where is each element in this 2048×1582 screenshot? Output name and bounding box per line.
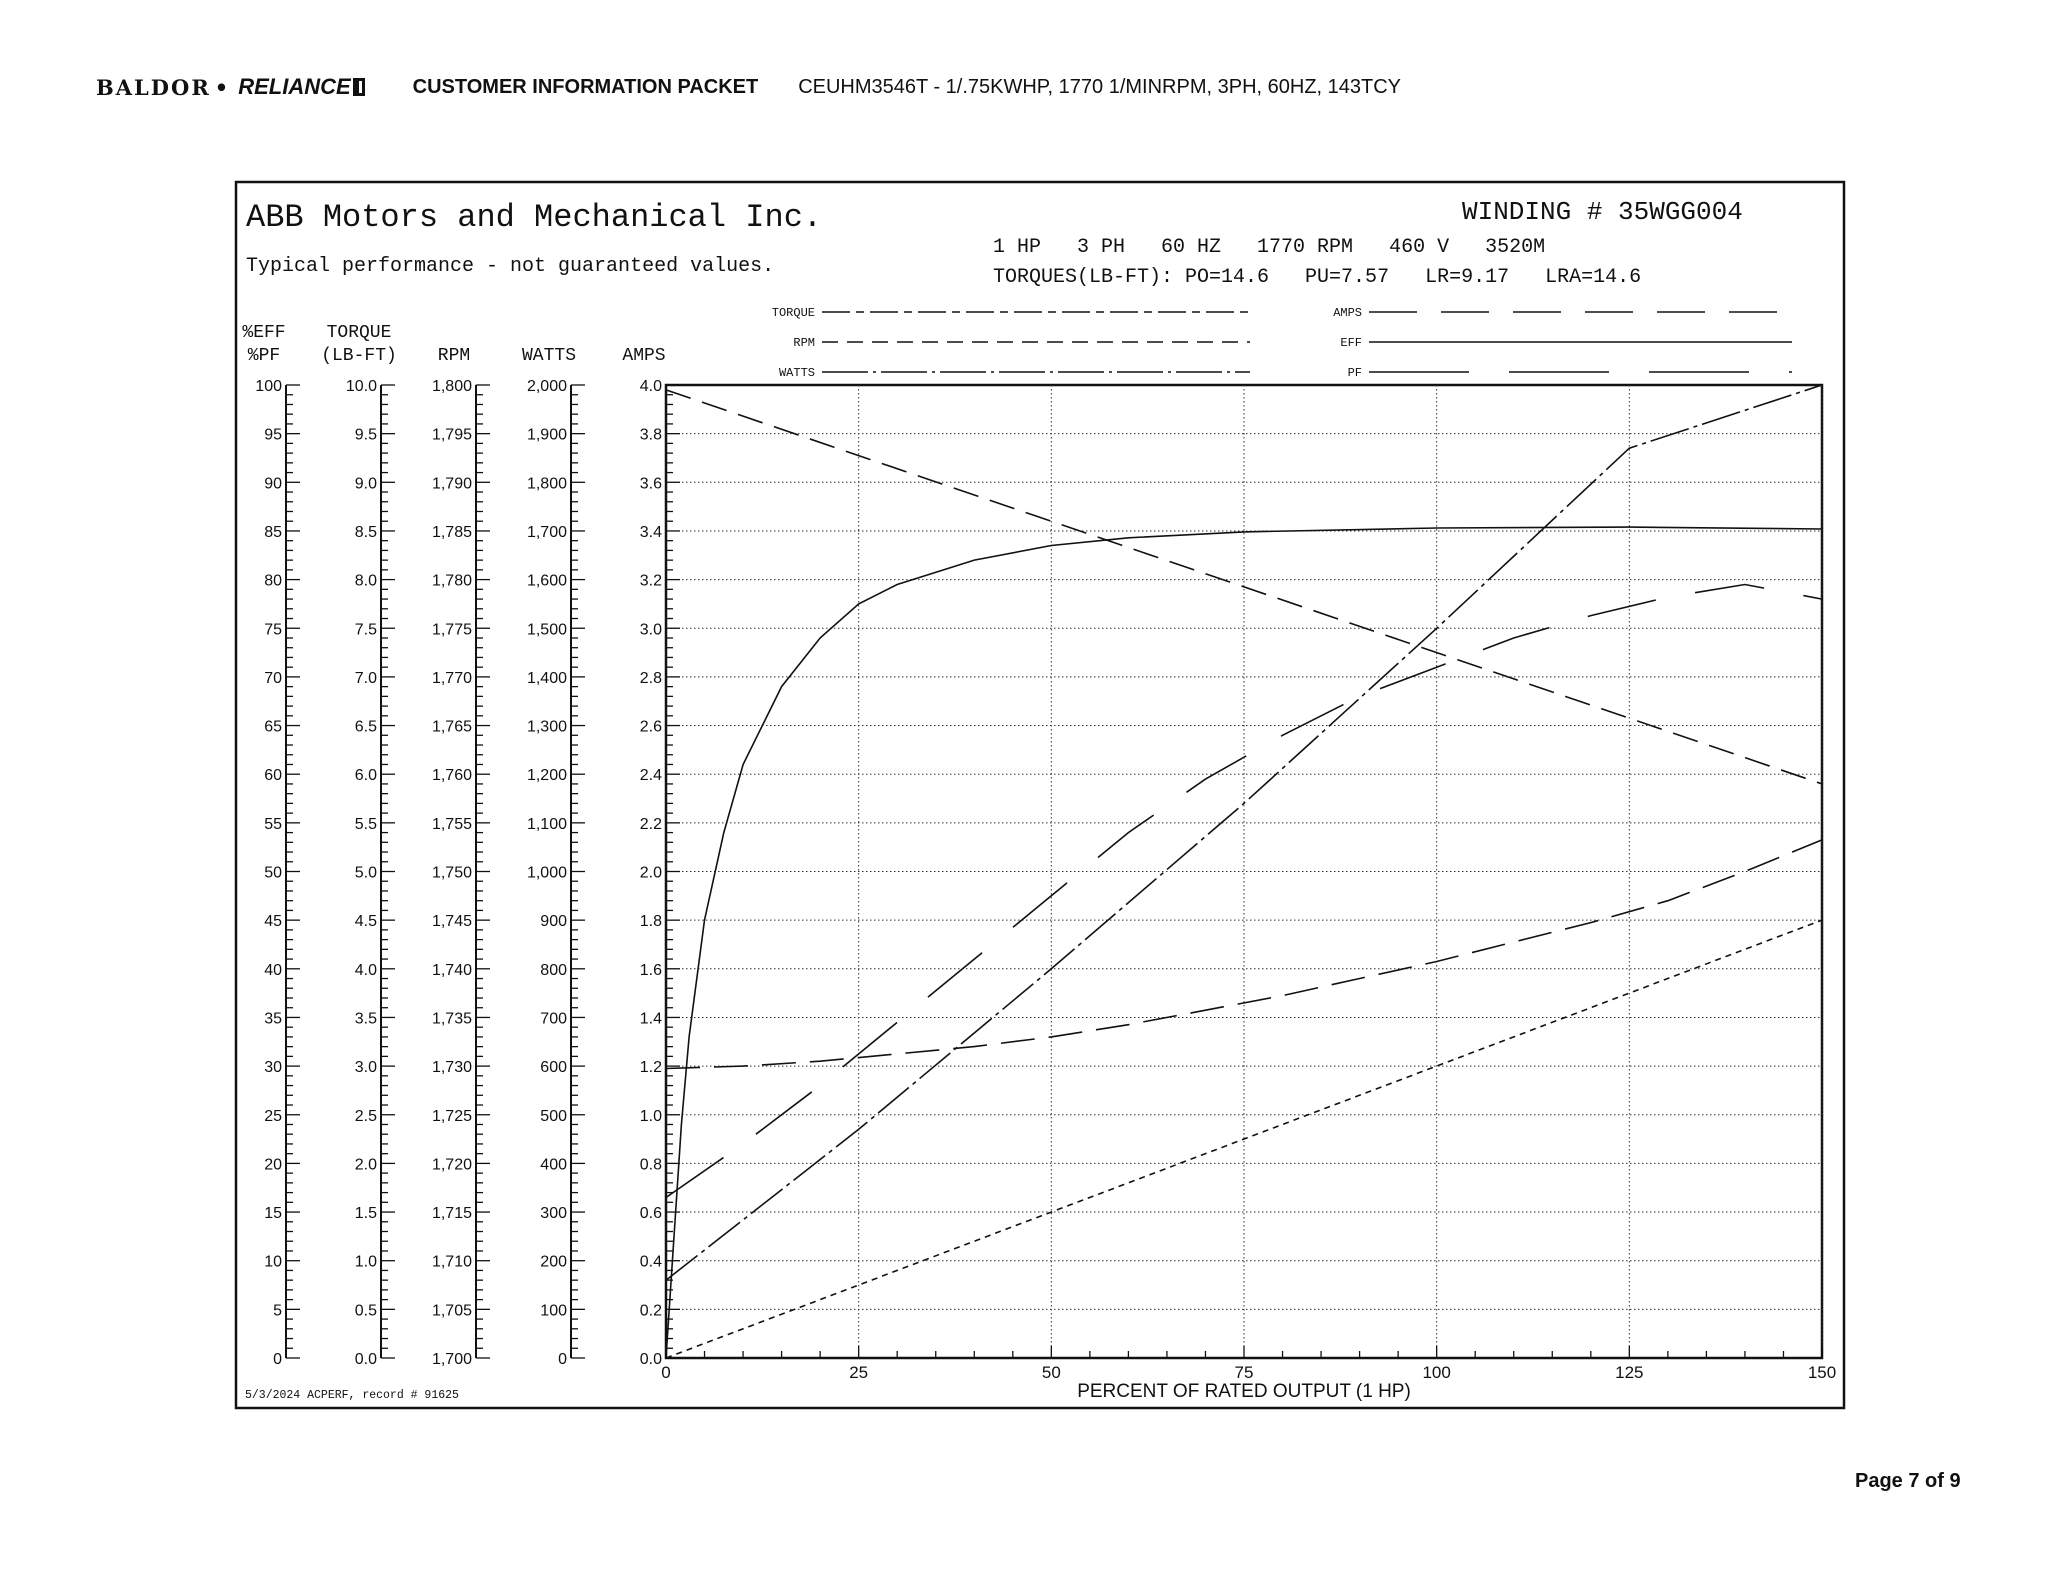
y-tick-label: 2.0 bbox=[639, 864, 662, 882]
y-axis-header: TORQUE bbox=[326, 323, 392, 343]
y-tick-label: 1.0 bbox=[639, 1107, 662, 1125]
y-tick-label: 500 bbox=[540, 1107, 567, 1125]
y-axis-header: %EFF bbox=[242, 323, 286, 343]
y-tick-label: 15 bbox=[264, 1205, 282, 1223]
y-tick-label: 2,000 bbox=[526, 378, 567, 395]
y-tick-label: 35 bbox=[264, 1010, 282, 1028]
y-tick-label: 3.0 bbox=[639, 621, 662, 639]
brand-reliance: RELIANCE bbox=[238, 74, 351, 99]
y-tick-label: 1,705 bbox=[431, 1302, 472, 1320]
y-tick-label: 1,785 bbox=[431, 523, 472, 541]
y-tick-label: 3.6 bbox=[639, 475, 662, 493]
y-tick-label: 70 bbox=[264, 669, 282, 687]
y-tick-label: 5.0 bbox=[354, 864, 377, 882]
y-axis-1 bbox=[242, 323, 300, 1368]
y-tick-label: 0 bbox=[273, 1351, 282, 1368]
y-tick-label: 4.0 bbox=[354, 961, 377, 979]
y-tick-label: 2.6 bbox=[639, 718, 662, 736]
chart-subtitle: Typical performance - not guaranteed values. bbox=[246, 255, 775, 278]
brand-separator: • bbox=[214, 74, 231, 100]
y-tick-label: 10.0 bbox=[345, 378, 377, 395]
y-tick-label: 1,780 bbox=[431, 572, 472, 590]
y-tick-label: 6.5 bbox=[354, 718, 377, 736]
y-tick-label: 20 bbox=[264, 1156, 282, 1174]
chart-specs: 1 HP 3 PH 60 HZ 1770 RPM 460 V 3520M bbox=[993, 236, 1546, 259]
legend-label-torque: TORQUE bbox=[771, 306, 815, 320]
y-tick-label: 1,400 bbox=[526, 669, 567, 687]
y-tick-label: 45 bbox=[264, 913, 282, 931]
legend-label-pf: PF bbox=[1347, 366, 1362, 380]
y-tick-label: 7.0 bbox=[354, 669, 377, 687]
y-tick-label: 5 bbox=[273, 1302, 282, 1320]
y-tick-label: 1,200 bbox=[526, 767, 567, 785]
y-tick-label: 0.2 bbox=[639, 1302, 662, 1320]
y-tick-label: 0.4 bbox=[639, 1253, 662, 1271]
y-tick-label: 3.2 bbox=[639, 572, 662, 590]
y-tick-label: 1,770 bbox=[431, 669, 472, 687]
page-number: Page 7 of 9 bbox=[1855, 1470, 1961, 1492]
y-tick-label: 50 bbox=[264, 864, 282, 882]
y-tick-label: 8.0 bbox=[354, 572, 377, 590]
y-tick-label: 1,745 bbox=[431, 913, 472, 931]
y-tick-label: 1,700 bbox=[431, 1351, 472, 1368]
y-axis-header: %PF bbox=[247, 346, 281, 366]
y-tick-label: 4.0 bbox=[639, 378, 662, 395]
y-tick-label: 1,775 bbox=[431, 621, 472, 639]
chart-winding: WINDING # 35WGG004 bbox=[1462, 197, 1743, 227]
y-tick-label: 200 bbox=[540, 1253, 567, 1271]
y-tick-label: 1,715 bbox=[431, 1205, 472, 1223]
y-tick-label: 55 bbox=[264, 815, 282, 833]
y-tick-label: 300 bbox=[540, 1205, 567, 1223]
y-tick-label: 1,800 bbox=[431, 378, 472, 395]
legend-label-eff: EFF bbox=[1340, 336, 1362, 350]
y-tick-label: 10 bbox=[264, 1253, 282, 1271]
y-tick-label: 95 bbox=[264, 426, 282, 444]
y-tick-label: 60 bbox=[264, 767, 282, 785]
x-tick-label: 150 bbox=[1807, 1363, 1837, 1382]
y-tick-label: 0.0 bbox=[639, 1351, 662, 1368]
y-tick-label: 1,300 bbox=[526, 718, 567, 736]
y-tick-label: 1,790 bbox=[431, 475, 472, 493]
document-title: CUSTOMER INFORMATION PACKET bbox=[412, 75, 759, 98]
y-tick-label: 75 bbox=[264, 621, 282, 639]
x-tick-label: 75 bbox=[1234, 1363, 1254, 1382]
y-tick-label: 1,760 bbox=[431, 767, 472, 785]
y-tick-label: 30 bbox=[264, 1059, 282, 1077]
y-tick-label: 7.5 bbox=[354, 621, 377, 639]
y-axis-5 bbox=[622, 346, 680, 1368]
y-tick-label: 0 bbox=[558, 1351, 567, 1368]
y-tick-label: 600 bbox=[540, 1059, 567, 1077]
y-tick-label: 1.6 bbox=[639, 961, 662, 979]
y-tick-label: 1,725 bbox=[431, 1107, 472, 1125]
y-tick-label: 9.5 bbox=[354, 426, 377, 444]
y-tick-label: 3.4 bbox=[639, 523, 662, 541]
y-tick-label: 1,735 bbox=[431, 1010, 472, 1028]
y-tick-label: 2.0 bbox=[354, 1156, 377, 1174]
y-tick-label: 1,600 bbox=[526, 572, 567, 590]
y-tick-label: 65 bbox=[264, 718, 282, 736]
y-tick-label: 1.0 bbox=[354, 1253, 377, 1271]
y-tick-label: 1,795 bbox=[431, 426, 472, 444]
y-axis-header: WATTS bbox=[521, 346, 577, 366]
y-tick-label: 8.5 bbox=[354, 523, 377, 541]
y-tick-label: 90 bbox=[264, 475, 282, 493]
y-axis-header: RPM bbox=[437, 346, 471, 366]
legend-label-watts: WATTS bbox=[778, 366, 815, 380]
y-tick-label: 3.0 bbox=[354, 1059, 377, 1077]
y-tick-label: 4.5 bbox=[354, 913, 377, 931]
y-tick-label: 1,755 bbox=[431, 815, 472, 833]
legend-label-amps: AMPS bbox=[1333, 306, 1362, 320]
x-tick-label: 100 bbox=[1422, 1363, 1451, 1382]
y-tick-label: 0.5 bbox=[354, 1302, 377, 1320]
y-tick-label: 3.8 bbox=[639, 426, 662, 444]
y-tick-label: 400 bbox=[540, 1156, 567, 1174]
brand-baldor: BALDOR bbox=[96, 74, 211, 100]
y-tick-label: 1,800 bbox=[526, 475, 567, 493]
y-axis-4 bbox=[522, 346, 585, 1368]
y-tick-label: 6.0 bbox=[354, 767, 377, 785]
y-tick-label: 1,900 bbox=[526, 426, 567, 444]
y-tick-label: 2.4 bbox=[639, 767, 662, 785]
y-tick-label: 1,765 bbox=[431, 718, 472, 736]
y-tick-label: 800 bbox=[540, 961, 567, 979]
y-tick-label: 5.5 bbox=[354, 815, 377, 833]
y-tick-label: 0.6 bbox=[639, 1205, 662, 1223]
y-tick-label: 100 bbox=[255, 378, 282, 395]
y-tick-label: 1,720 bbox=[431, 1156, 472, 1174]
chart-company: ABB Motors and Mechanical Inc. bbox=[246, 199, 823, 236]
y-tick-label: 1,710 bbox=[431, 1253, 472, 1271]
chart-torques: TORQUES(LB-FT): PO=14.6 PU=7.57 LR=9.17 LRA=14.6 bbox=[993, 266, 1642, 289]
y-tick-label: 900 bbox=[540, 913, 567, 931]
y-tick-label: 1,100 bbox=[526, 815, 567, 833]
x-tick-label: 50 bbox=[1041, 1363, 1061, 1382]
y-axis-header: AMPS bbox=[622, 346, 666, 366]
y-tick-label: 85 bbox=[264, 523, 282, 541]
y-tick-label: 2.2 bbox=[639, 815, 662, 833]
y-axis-header: (LB-FT) bbox=[321, 346, 397, 366]
y-axis-3 bbox=[432, 346, 490, 1368]
y-axis-2 bbox=[321, 323, 397, 1368]
chart-frame bbox=[236, 182, 1844, 1408]
y-tick-label: 1,700 bbox=[526, 523, 567, 541]
y-tick-label: 25 bbox=[264, 1107, 282, 1125]
y-tick-label: 1,500 bbox=[526, 621, 567, 639]
y-tick-label: 0.0 bbox=[354, 1351, 377, 1368]
x-axis-label: PERCENT OF RATED OUTPUT (1 HP) bbox=[1077, 1381, 1411, 1402]
chart-footer: 5/3/2024 ACPERF, record # 91625 bbox=[245, 1389, 459, 1402]
y-tick-label: 80 bbox=[264, 572, 282, 590]
y-tick-label: 2.8 bbox=[639, 669, 662, 687]
model-description: CEUHM3546T - 1/.75KWHP, 1770 1/MINRPM, 3PH, 60HZ, 143TCY bbox=[798, 75, 1402, 98]
y-tick-label: 1,740 bbox=[431, 961, 472, 979]
y-tick-label: 700 bbox=[540, 1010, 567, 1028]
y-tick-label: 1,730 bbox=[431, 1059, 472, 1077]
y-tick-label: 1.5 bbox=[354, 1205, 377, 1223]
y-tick-label: 0.8 bbox=[639, 1156, 662, 1174]
y-tick-label: 1,000 bbox=[526, 864, 567, 882]
y-tick-label: 100 bbox=[540, 1302, 567, 1320]
y-tick-label: 2.5 bbox=[354, 1107, 377, 1125]
x-tick-label: 125 bbox=[1615, 1363, 1644, 1382]
y-tick-label: 1.8 bbox=[639, 913, 662, 931]
y-tick-label: 40 bbox=[264, 961, 282, 979]
y-tick-label: 3.5 bbox=[354, 1010, 377, 1028]
y-tick-label: 9.0 bbox=[354, 475, 377, 493]
y-tick-label: 1.2 bbox=[639, 1059, 662, 1077]
x-tick-label: 25 bbox=[849, 1363, 869, 1382]
y-tick-label: 1.4 bbox=[639, 1010, 662, 1028]
legend-label-rpm: RPM bbox=[793, 336, 815, 350]
x-tick-label: 0 bbox=[661, 1363, 671, 1382]
y-tick-label: 1,750 bbox=[431, 864, 472, 882]
